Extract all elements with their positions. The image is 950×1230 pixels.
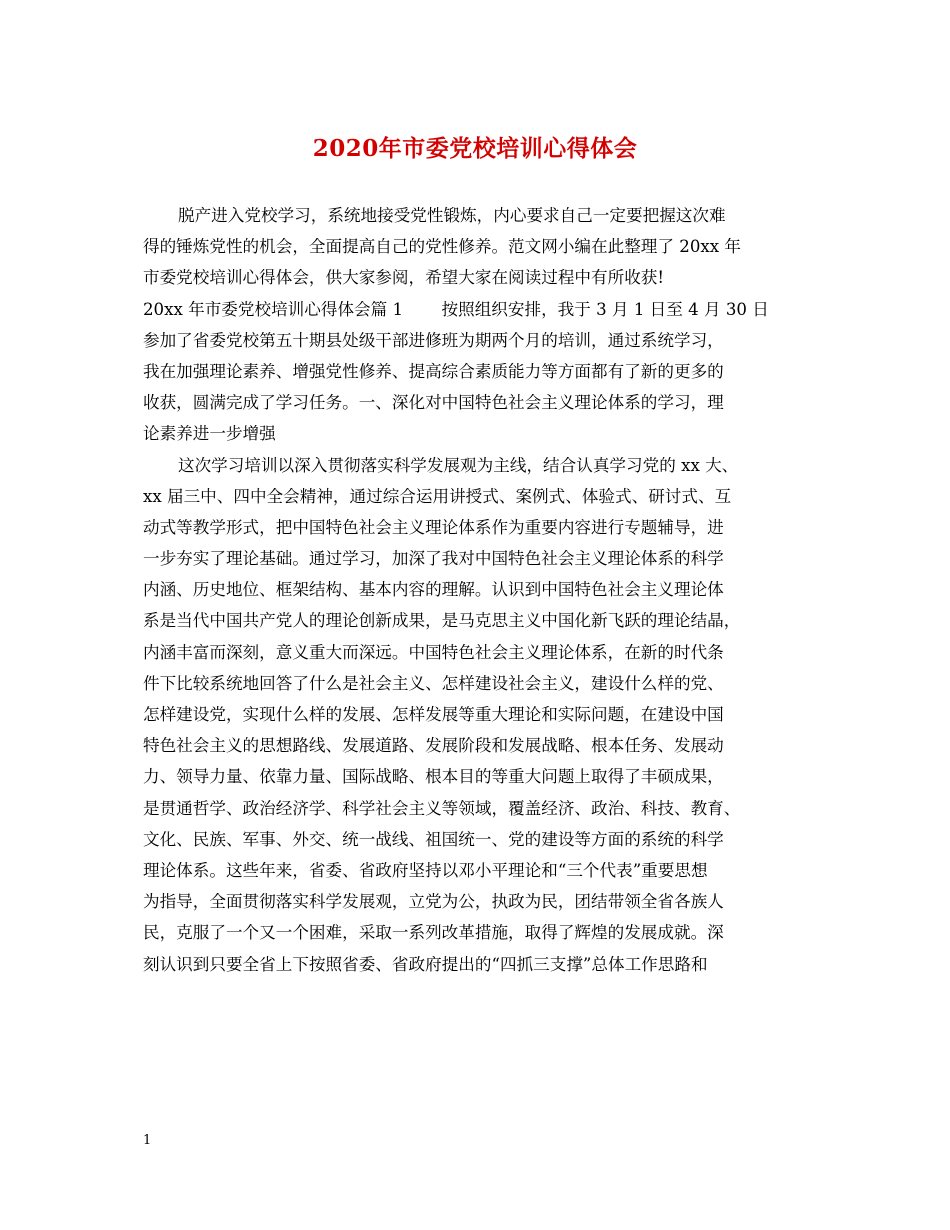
paragraph-line: 我在加强理论素养、增强党性修养、提高综合素质能力等方面都有了新的更多的 <box>143 361 724 381</box>
paragraph-line: 文化、民族、军事、外交、统一战线、祖国统一、党的建设等方面的系统的科学 <box>143 829 724 849</box>
document-body <box>143 200 815 980</box>
paragraph-line: 系是当代中国共产党人的理论创新成果，是马克思主义中国化新飞跃的理论结晶， <box>143 611 741 631</box>
paragraph-line: 力、领导力量、依靠力量、国际战略、根本目的等重大问题上取得了丰硕成果， <box>143 767 724 787</box>
page-number: 1 <box>143 1133 152 1148</box>
paragraph-line: 为指导，全面贯彻落实科学发展观，立党为公，执政为民，团结带领全省各族人 <box>143 892 724 912</box>
paragraph-line: 内涵、历史地位、框架结构、基本内容的理解。认识到中国特色社会主义理论体 <box>143 580 724 600</box>
paragraph-line: 怎样建设党，实现什么样的发展、怎样发展等重大理论和实际问题，在建设中国 <box>143 705 724 724</box>
paragraph-line: 得的锤炼党性的机会，全面提高自己的党性修养。范文网小编在此整理了 20xx 年 <box>143 237 741 257</box>
paragraph-line: xx 届三中、四中全会精神，通过综合运用讲授式、案例式、体验式、研讨式、互 <box>143 486 732 506</box>
paragraph-line: 一步夯实了理论基础。通过学习，加深了我对中国特色社会主义理论体系的科学 <box>143 549 724 569</box>
paragraph-line: 是贯通哲学、政治经济学、科学社会主义等领域，覆盖经济、政治、科技、教育、 <box>143 798 741 818</box>
paragraph-line: 这次学习培训以深入贯彻落实科学发展观为主线，结合认真学习党的 xx 大、 <box>178 455 739 475</box>
paragraph-line: 论素养进一步增强 <box>143 424 276 444</box>
paragraph-line: 理论体系。这些年来，省委、省政府坚持以邓小平理论和“三个代表”重要思想 <box>143 860 708 880</box>
paragraph-line: 刻认识到只要全省上下按照省委、省政府提出的“四抓三支撑”总体工作思路和 <box>143 954 708 974</box>
paragraph-line: 民，克服了一个又一个困难，采取一系列改革措施，取得了辉煌的发展成就。深 <box>143 923 724 943</box>
paragraph-line: 20xx 年市委党校培训心得体会篇 1 按照组织安排，我于 3 月 1 日至 4 月 30 日 <box>143 299 769 319</box>
paragraph-line: 参加了省委党校第五十期县处级干部进修班为期两个月的培训，通过系统学习， <box>143 330 724 350</box>
paragraph-line: 收获，圆满完成了学习任务。一、深化对中国特色社会主义理论体系的学习，理 <box>143 393 724 413</box>
paragraph-line: 动式等教学形式，把中国特色社会主义理论体系作为重要内容进行专题辅导，进 <box>143 517 724 537</box>
paragraph-line: 脱产进入党校学习，系统地接受党性锻炼，内心要求自己一定要把握这次难 <box>178 206 726 225</box>
paragraph-line: 内涵丰富而深刻，意义重大而深远。中国特色社会主义理论体系，在新的时代条 <box>143 642 724 662</box>
document-title: 2020年市委党校培训心得体会 <box>312 135 638 162</box>
paragraph-line: 市委党校培训心得体会，供大家参阅，希望大家在阅读过程中有所收获! <box>143 268 665 288</box>
paragraph-line: 件下比较系统地回答了什么是社会主义、怎样建设社会主义，建设什么样的党、 <box>143 673 724 693</box>
paragraph-line: 特色社会主义的思想路线、发展道路、发展阶段和发展战略、根本任务、发展动 <box>143 736 724 756</box>
